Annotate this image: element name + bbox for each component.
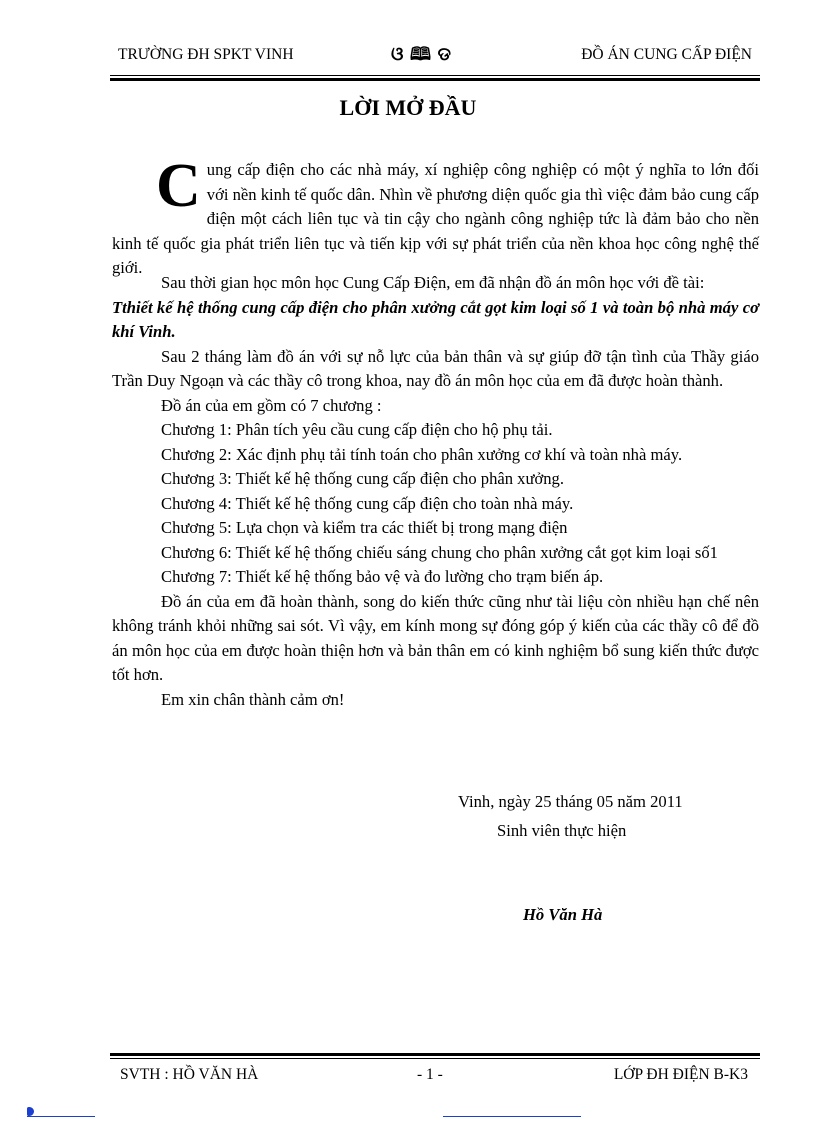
page-header: [112, 42, 758, 70]
chapter-item: Chương 3: Thiết kế hệ thống cung cấp điện cho phân xưởng.: [161, 469, 564, 488]
footer-rule-thin: [110, 1058, 760, 1059]
study-intro: Sau thời gian học môn học Cung Cấp Điện, em đã nhận đồ án môn học với đề tài:: [161, 273, 705, 292]
closing-paragraph: Đồ án của em đã hoàn thành, song do kiến thức cũng như tài liệu còn nhiều hạn chế nên không tránh khỏi những sai sót. Vì vậy, em kính mong sự đóng góp ý kiến của các thầy cô để đồ án môn học của em được hoàn thiện hơn và bản thân em có kinh nghiệm bổ sung kiến thức được tốt hơn.: [112, 591, 759, 684]
chapter-item: Chương 6: Thiết kế hệ thống chiếu sáng chung cho phân xưởng cắt gọt kim loại số1: [161, 542, 718, 562]
footer-student: SVTH : HỒ VĂN HÀ: [120, 1066, 259, 1083]
hyperlink-underline-left[interactable]: [27, 1116, 95, 1117]
drop-cap: C: [156, 152, 201, 220]
header-rule-thick: [110, 78, 760, 81]
chapters-intro: Đồ án của em gồm có 7 chương :: [161, 395, 382, 415]
chapter-item: Chương 5: Lựa chọn và kiểm tra các thiết bị trong mạng điện: [161, 518, 568, 537]
intro-block: [112, 152, 759, 281]
header-rule-thin: [110, 75, 760, 76]
footer-rule-thick: [110, 1053, 760, 1056]
chapter-item: Chương 7: Thiết kế hệ thống bảo vệ và đo lường cho trạm biến áp.: [161, 567, 604, 586]
signature-place-date: Vinh, ngày 25 tháng 05 năm 2011: [458, 792, 683, 811]
footer-class: LỚP ĐH ĐIỆN B-K3: [613, 1066, 748, 1083]
page-title: LỜI MỞ ĐẦU: [339, 95, 477, 120]
chapter-item: Chương 1: Phân tích yêu cầu cung cấp điện cho hộ phụ tải.: [161, 420, 553, 439]
bookmark-icon[interactable]: [27, 1107, 34, 1116]
thanks-line: Em xin chân thành cảm ơn!: [161, 689, 345, 709]
intro-text: ung cấp điện cho các nhà máy, xí nghiệp công nghiệp có một ý nghĩa to lớn đối với nền kinh tế quốc dân. Nhìn về phương diện quốc gia thì việc đảm bảo cung cấp điện một cách liên tục và tin cậy cho ngành công nghiệp tức là đảm bảo cho nền kinh tế quốc gia phát triển liên tục và tiến kịp với sự phát triển của nền khoa học công nghệ thế giới.: [112, 160, 759, 277]
header-ornament: ଓ 🕮 ଡ: [391, 44, 452, 64]
main-body: [112, 271, 759, 712]
header-school: TRƯỜNG ĐH SPKT VINH: [118, 46, 294, 63]
chapter-item: Chương 4: Thiết kế hệ thống cung cấp điện cho toàn nhà máy.: [161, 493, 574, 513]
signature-role: Sinh viên thực hiện: [497, 821, 627, 840]
page-number: - 1 -: [417, 1066, 443, 1083]
chapter-item: Chương 2: Xác định phụ tải tính toán cho phân xưởng cơ khí và toàn nhà máy.: [161, 444, 683, 464]
project-topic: Tthiết kế hệ thống cung cấp điện cho phân xưởng cắt gọt kim loại số 1 và toàn bộ nhà máy cơ khí Vinh.: [112, 297, 759, 341]
hyperlink-underline-center[interactable]: [443, 1116, 581, 1117]
acknowledgement-paragraph: Sau 2 tháng làm đồ án với sự nỗ lực của bản thân và sự giúp đỡ tận tình của Thầy giáo Trần Duy Ngoạn và các thầy cô trong khoa, nay đồ án môn học của em đã được hoàn thành.: [112, 346, 759, 390]
intro-paragraph: [112, 152, 759, 281]
signature-name: Hồ Văn Hà: [523, 905, 603, 924]
header-project: ĐỒ ÁN CUNG CẤP ĐIỆN: [581, 46, 752, 63]
